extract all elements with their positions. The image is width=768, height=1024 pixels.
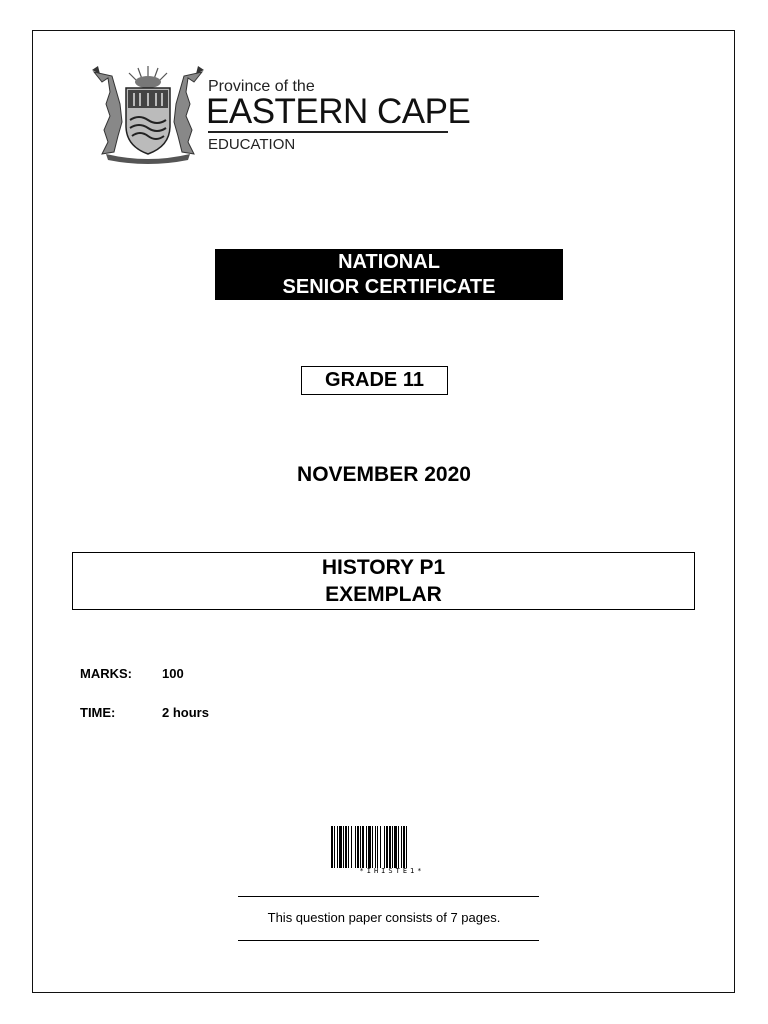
marks-row [80, 666, 184, 681]
logo-province-text: Province of the [208, 78, 315, 95]
barcode-text: *IHISTE1* [359, 867, 425, 875]
footer-rule-bottom [238, 940, 539, 941]
exam-date: NOVEMBER 2020 [297, 463, 471, 486]
time-row [80, 705, 209, 720]
barcode [331, 826, 453, 868]
coat-of-arms-icon [88, 64, 208, 164]
time-value: 2 hours [162, 705, 209, 720]
logo-region-text: EASTERN CAPE [206, 92, 471, 131]
certificate-title-box [215, 249, 563, 300]
eastern-cape-education-logo [88, 64, 471, 168]
subject-box [72, 552, 695, 610]
marks-label: MARKS: [80, 666, 132, 681]
subject-subtitle: EXEMPLAR [325, 583, 442, 606]
marks-value: 100 [162, 666, 184, 681]
page-count-text: This question paper consists of 7 pages. [267, 910, 501, 925]
grade-box: GRADE 11 [301, 366, 448, 395]
certificate-title-line2: SENIOR CERTIFICATE [282, 276, 496, 298]
logo-divider [208, 131, 448, 133]
time-label: TIME: [80, 705, 116, 720]
certificate-title-line1: NATIONAL [338, 251, 440, 273]
logo-department-text: EDUCATION [208, 136, 296, 153]
footer-rule-top [238, 896, 539, 897]
subject-title: HISTORY P1 [321, 556, 446, 579]
